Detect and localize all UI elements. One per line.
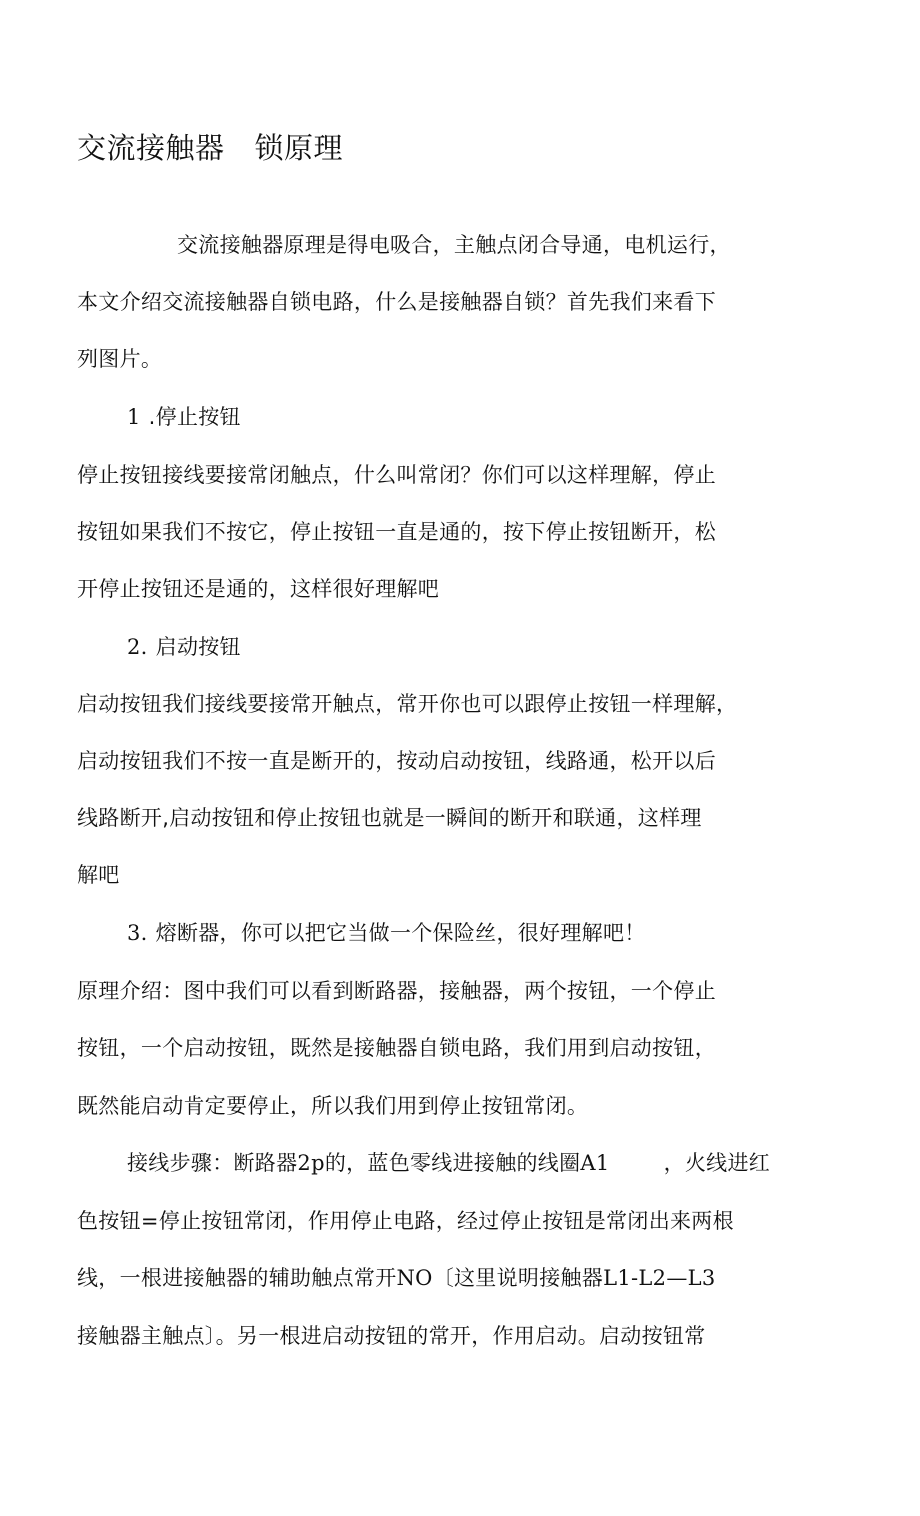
section-3-number: 3. xyxy=(127,921,148,945)
section-2-line-3 xyxy=(77,803,702,833)
intro-line-3: 列图片。 xyxy=(77,347,163,371)
page-title xyxy=(77,128,343,168)
wiring-line-1-c: 的，蓝色零线进接触的线圈 xyxy=(324,1151,581,1175)
section-2-heading xyxy=(127,632,241,662)
section-1-line-2: 按钮如果我们不按它，停止按钮一直是通的，按下停止按钮断开，松 xyxy=(77,520,716,544)
section-1-line-1: 停止按钮接线要接常闭触点，什么叫常闭？你们可以这样理解，停止 xyxy=(77,463,716,487)
wiring-line-3-b: NO xyxy=(396,1266,433,1290)
wiring-line-3-a: 线，一根进接触器的辅助触点常开 xyxy=(77,1266,397,1290)
title-part-1: 交流接触器 xyxy=(77,131,225,165)
intro-line-2: 本文介绍交流接触器自锁电路，什么是接触器自锁？首先我们来看下 xyxy=(77,290,716,314)
section-2-line-2: 启动按钮我们不按一直是断开的，按动启动按钮，线路通，松开以后 xyxy=(77,749,716,773)
section-2-line-4: 解吧 xyxy=(77,863,120,887)
wiring-line-1-a: 接线步骤：断路器 xyxy=(127,1151,298,1175)
section-2-line-3-a: 线路断开 xyxy=(77,806,163,830)
wiring-line-3-d: L1-L2—L3 xyxy=(603,1266,716,1290)
section-2-line-3-b: ,启动按钮和停止按钮也就是一瞬间的断开和联通，这样理 xyxy=(162,806,702,830)
wiring-line-1-e: ，火线进红 xyxy=(663,1151,771,1175)
section-1-heading xyxy=(127,402,241,432)
principle-line-3: 既然能启动肯定要停止，所以我们用到停止按钮常闭。 xyxy=(77,1094,589,1118)
section-3-text: 熔断器，你可以把它当做一个保险丝，很好理解吧！ xyxy=(155,921,646,945)
title-part-2: 锁原理 xyxy=(254,131,344,165)
wiring-line-2: 色按钮=停止按钮常闭，作用停止电路，经过停止按钮是常闭出来两根 xyxy=(77,1209,734,1233)
wiring-line-1-b: 2p xyxy=(297,1151,325,1175)
principle-line-1: 原理介绍：图中我们可以看到断路器，接触器，两个按钮，一个停止 xyxy=(77,979,716,1003)
section-1-number: 1 xyxy=(127,405,141,429)
section-1-title: .停止按钮 xyxy=(148,405,241,429)
wiring-line-3 xyxy=(77,1263,716,1293)
wiring-line-1-d: A1 xyxy=(580,1151,610,1175)
section-2-title: 启动按钮 xyxy=(155,635,241,659)
wiring-line-1 xyxy=(127,1148,770,1178)
section-2-number: 2. xyxy=(127,635,148,659)
principle-line-2: 按钮，一个启动按钮，既然是接触器自锁电路，我们用到启动按钮， xyxy=(77,1036,716,1060)
intro-line-1: 交流接触器原理是得电吸合，主触点闭合导通，电机运行， xyxy=(177,233,731,257)
section-2-line-1: 启动按钮我们接线要接常开触点，常开你也可以跟停止按钮一样理解， xyxy=(77,692,738,716)
section-3-line xyxy=(127,918,646,948)
section-1-line-3: 开停止按钮还是通的，这样很好理解吧 xyxy=(77,577,440,601)
wiring-line-4: 接触器主触点〕。另一根进启动按钮的常开，作用启动。启动按钮常 xyxy=(77,1324,706,1348)
wiring-line-3-c: 〔这里说明接触器 xyxy=(432,1266,604,1290)
